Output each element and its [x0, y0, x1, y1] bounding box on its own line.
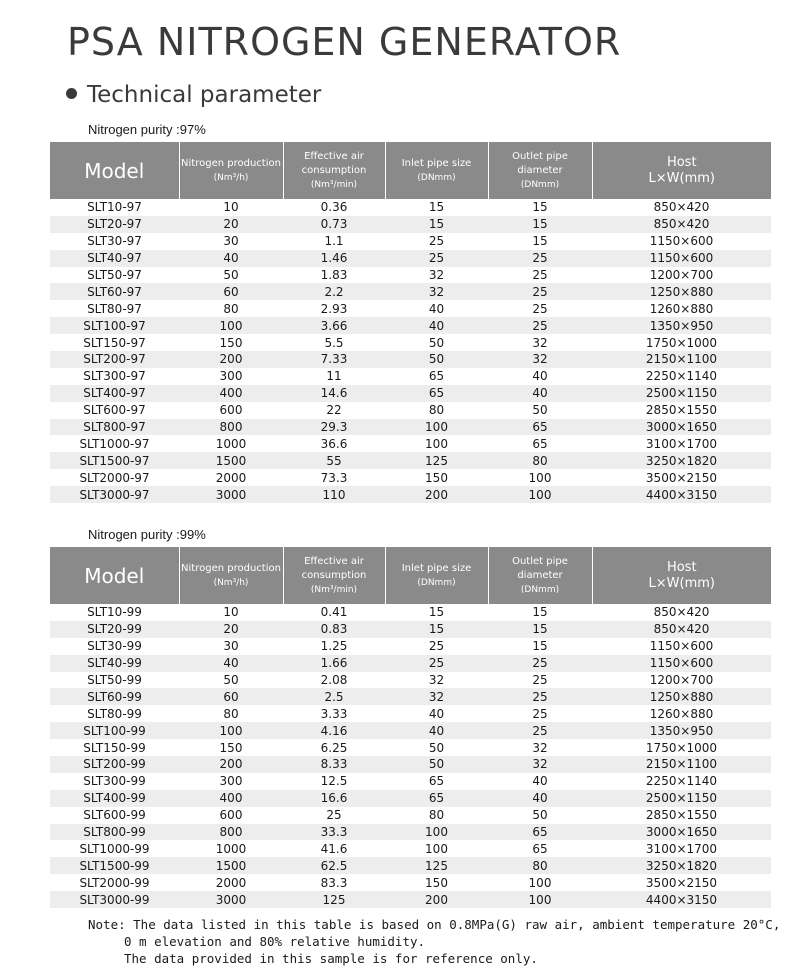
cell-production: 40	[179, 655, 283, 672]
cell-host: 2850×1550	[645, 403, 718, 418]
table-row	[50, 419, 771, 436]
cell-inlet: 32	[428, 268, 445, 282]
cell-production: 1000	[215, 841, 247, 856]
cell-production: 150	[219, 740, 243, 755]
cell-air: 83.3	[320, 875, 348, 890]
cell-host: 850×420	[592, 621, 771, 638]
table-row	[50, 722, 771, 739]
cell-outlet: 50	[532, 403, 548, 418]
cell-production: 40	[179, 250, 283, 267]
header-air	[283, 547, 385, 604]
cell-air: 2.2	[283, 283, 385, 300]
cell-air: 6.25	[320, 740, 348, 755]
header-inlet	[385, 142, 488, 199]
header-production-unit: (Nm³/h)	[213, 172, 249, 183]
table-row	[50, 216, 771, 233]
cell-inlet: 200	[385, 891, 488, 908]
cell-inlet: 80	[428, 808, 445, 823]
table-row	[50, 233, 771, 250]
cell-air: 1.66	[283, 655, 385, 672]
table-row	[50, 334, 771, 351]
cell-model: SLT20-99	[50, 621, 179, 638]
header-host-label: Host	[666, 154, 697, 170]
cell-inlet: 40	[428, 301, 445, 316]
cell-model: SLT800-97	[50, 419, 179, 436]
cell-production: 3000	[179, 486, 283, 503]
cell-production: 20	[179, 216, 283, 233]
cell-air: 25	[326, 808, 342, 823]
cell-inlet: 40	[385, 317, 488, 334]
cell-air: 73.3	[320, 470, 348, 485]
spec-table-97	[50, 142, 771, 503]
header-outlet-unit: (DNmm)	[520, 179, 560, 190]
cell-production: 600	[219, 403, 243, 418]
cell-outlet: 40	[532, 774, 548, 789]
section-heading	[66, 82, 321, 108]
cell-host: 1200×700	[649, 673, 714, 687]
header-inlet	[385, 547, 488, 604]
cell-host: 1250×880	[592, 283, 771, 300]
table-row	[50, 267, 771, 284]
table-row	[50, 824, 771, 841]
header-host-label: Host	[666, 559, 697, 575]
cell-air: 0.73	[283, 216, 385, 233]
cell-production: 100	[179, 722, 283, 739]
cell-model: SLT80-97	[87, 301, 142, 316]
cell-air: 1.1	[324, 234, 344, 249]
table-row	[50, 739, 771, 756]
cell-inlet: 150	[425, 470, 448, 485]
cell-host: 2500×1150	[592, 790, 771, 807]
cell-outlet: 100	[528, 875, 552, 890]
cell-inlet: 200	[385, 486, 488, 503]
cell-outlet: 25	[532, 268, 548, 282]
cell-host: 1150×600	[592, 250, 771, 267]
table-row	[50, 672, 771, 689]
cell-inlet: 50	[385, 351, 488, 368]
header-host-unit: L×W(mm)	[648, 170, 715, 186]
cell-host: 1260×880	[649, 706, 714, 721]
cell-air: 3.66	[283, 317, 385, 334]
cell-model: SLT1000-99	[79, 841, 150, 856]
cell-inlet: 50	[428, 335, 445, 350]
cell-model: SLT40-97	[50, 250, 179, 267]
header-production-unit: (Nm³/h)	[213, 577, 249, 588]
header-inlet-unit: (DNmm)	[417, 172, 456, 183]
table-row	[50, 874, 771, 891]
cell-inlet: 25	[428, 234, 445, 249]
cell-host: 2250×1140	[645, 369, 718, 384]
cell-model: SLT100-97	[50, 317, 179, 334]
cell-host: 3250×1820	[592, 857, 771, 874]
header-production	[179, 142, 283, 199]
cell-host: 1150×600	[592, 655, 771, 672]
cell-model: SLT2000-97	[79, 470, 150, 485]
cell-outlet: 32	[488, 351, 592, 368]
cell-production: 30	[223, 234, 239, 249]
cell-inlet: 15	[428, 200, 445, 215]
table-row	[50, 705, 771, 722]
cell-production: 1500	[179, 857, 283, 874]
cell-model: SLT30-99	[87, 639, 142, 654]
cell-host: 3000×1650	[592, 419, 771, 436]
cell-production: 80	[223, 301, 239, 316]
cell-air: 2.08	[320, 673, 348, 687]
cell-host: 2500×1150	[592, 385, 771, 402]
cell-air: 12.5	[320, 774, 348, 789]
table-row	[50, 486, 771, 503]
table-row	[50, 840, 771, 857]
cell-production: 400	[179, 790, 283, 807]
cell-host: 3500×2150	[645, 875, 718, 890]
cell-inlet: 65	[428, 774, 445, 789]
cell-air: 1.25	[320, 639, 348, 654]
cell-inlet: 32	[428, 673, 445, 687]
cell-model: SLT300-97	[83, 369, 146, 384]
table-row	[50, 807, 771, 824]
cell-host: 3000×1650	[592, 824, 771, 841]
table-row	[50, 317, 771, 334]
table-row	[50, 604, 771, 621]
cell-air: 36.6	[320, 436, 348, 451]
cell-model: SLT150-97	[83, 335, 146, 350]
cell-model: SLT300-99	[83, 774, 146, 789]
cell-air: 110	[283, 486, 385, 503]
table-row	[50, 402, 771, 419]
header-host	[592, 547, 771, 604]
cell-production: 10	[223, 605, 239, 620]
table-row	[50, 638, 771, 655]
cell-outlet: 25	[532, 673, 548, 687]
table-row	[50, 385, 771, 402]
cell-outlet: 25	[488, 688, 592, 705]
cell-outlet: 80	[488, 857, 592, 874]
header-production	[179, 547, 283, 604]
cell-host: 4400×3150	[592, 486, 771, 503]
cell-production: 2000	[215, 470, 247, 485]
cell-air: 22	[326, 403, 342, 418]
header-outlet	[488, 547, 592, 604]
cell-outlet: 50	[532, 808, 548, 823]
cell-inlet: 25	[385, 655, 488, 672]
cell-production: 80	[223, 706, 239, 721]
cell-model: SLT400-99	[50, 790, 179, 807]
cell-outlet: 15	[488, 621, 592, 638]
cell-outlet: 25	[488, 283, 592, 300]
cell-air: 62.5	[283, 857, 385, 874]
cell-host: 4400×3150	[592, 891, 771, 908]
cell-host: 1150×600	[649, 234, 714, 249]
header-host	[592, 142, 771, 199]
cell-inlet: 100	[425, 841, 448, 856]
header-air-unit: (Nm³/min)	[310, 179, 358, 190]
cell-air: 0.36	[320, 200, 348, 215]
bullet-icon	[66, 88, 77, 99]
cell-host: 3500×2150	[645, 470, 718, 485]
cell-outlet: 25	[488, 722, 592, 739]
cell-outlet: 100	[528, 470, 552, 485]
header-outlet-unit: (DNmm)	[520, 584, 560, 595]
table-row	[50, 452, 771, 469]
cell-model: SLT800-99	[50, 824, 179, 841]
cell-outlet: 32	[532, 335, 548, 350]
cell-host: 2250×1140	[645, 774, 718, 789]
cell-outlet: 40	[488, 385, 592, 402]
cell-production: 50	[223, 673, 239, 687]
cell-outlet: 25	[488, 250, 592, 267]
cell-air: 1.46	[283, 250, 385, 267]
cell-inlet: 150	[425, 875, 448, 890]
cell-host: 1150×600	[649, 639, 714, 654]
cell-production: 60	[179, 688, 283, 705]
cell-outlet: 15	[532, 639, 548, 654]
cell-air: 1.83	[320, 268, 348, 282]
table-row	[50, 435, 771, 452]
cell-production: 800	[179, 419, 283, 436]
cell-production: 1000	[215, 436, 247, 451]
table-row	[50, 688, 771, 705]
cell-model: SLT600-97	[83, 403, 146, 418]
cell-production: 300	[219, 369, 243, 384]
cell-outlet: 25	[532, 706, 548, 721]
table-row	[50, 283, 771, 300]
table-row	[50, 300, 771, 317]
cell-host: 1350×950	[592, 317, 771, 334]
cell-host: 2850×1550	[645, 808, 718, 823]
header-outlet-label: Outlet pipe diameter	[512, 555, 568, 581]
header-production-label: Nitrogen production	[181, 562, 281, 574]
cell-air: 0.83	[283, 621, 385, 638]
cell-air: 5.5	[324, 335, 344, 350]
header-production-label: Nitrogen production	[181, 157, 281, 169]
cell-outlet: 40	[532, 369, 548, 384]
cell-outlet: 40	[488, 790, 592, 807]
cell-model: SLT3000-97	[50, 486, 179, 503]
cell-model: SLT3000-99	[50, 891, 179, 908]
cell-model: SLT2000-99	[79, 875, 150, 890]
header-air-label: Effective air consumption	[301, 150, 367, 176]
header-air-label: Effective air consumption	[301, 555, 367, 581]
header-inlet-label: Inlet pipe size	[401, 157, 472, 169]
cell-production: 2000	[215, 875, 247, 890]
cell-air: 16.6	[283, 790, 385, 807]
cell-model: SLT200-99	[50, 756, 179, 773]
cell-outlet: 65	[532, 841, 548, 856]
cell-host: 1750×1000	[645, 335, 718, 350]
cell-outlet: 25	[532, 301, 548, 316]
footnote-line-2: 0 m elevation and 80% relative humidity.	[124, 934, 426, 949]
cell-air: 55	[283, 452, 385, 469]
cell-inlet: 100	[385, 419, 488, 436]
cell-inlet: 15	[385, 621, 488, 638]
cell-model: SLT50-97	[87, 268, 142, 282]
cell-production: 10	[223, 200, 239, 215]
cell-inlet: 65	[428, 369, 445, 384]
cell-model: SLT10-97	[87, 200, 142, 215]
cell-model: SLT150-99	[83, 740, 146, 755]
cell-inlet: 65	[385, 790, 488, 807]
cell-host: 2150×1100	[592, 756, 771, 773]
cell-outlet: 100	[488, 891, 592, 908]
cell-model: SLT60-99	[50, 688, 179, 705]
cell-model: SLT1000-97	[79, 436, 150, 451]
cell-production: 200	[179, 756, 283, 773]
table-row	[50, 250, 771, 267]
cell-production: 50	[223, 268, 239, 282]
footnote-line-3: The data provided in this sample is for reference only.	[124, 951, 538, 966]
cell-outlet: 80	[488, 452, 592, 469]
cell-inlet: 125	[385, 452, 488, 469]
cell-host: 3100×1700	[645, 841, 718, 856]
cell-model: SLT10-99	[87, 605, 142, 620]
cell-model: SLT30-97	[87, 234, 142, 249]
table-row	[50, 891, 771, 908]
cell-outlet: 15	[532, 200, 548, 215]
cell-inlet: 25	[428, 639, 445, 654]
purity-label-97: Nitrogen purity :97%	[88, 122, 206, 137]
cell-outlet: 15	[532, 605, 548, 620]
cell-inlet: 15	[428, 605, 445, 620]
header-inlet-unit: (DNmm)	[417, 577, 456, 588]
cell-air: 29.3	[283, 419, 385, 436]
cell-outlet: 15	[488, 216, 592, 233]
cell-production: 30	[223, 639, 239, 654]
cell-inlet: 32	[385, 283, 488, 300]
header-model: Model	[50, 142, 179, 199]
cell-air: 125	[283, 891, 385, 908]
table-row	[50, 199, 771, 216]
cell-host: 1250×880	[592, 688, 771, 705]
purity-label-99: Nitrogen purity :99%	[88, 527, 206, 542]
cell-inlet: 80	[428, 403, 445, 418]
cell-model: SLT50-99	[87, 673, 142, 687]
table-row	[50, 756, 771, 773]
cell-inlet: 100	[385, 824, 488, 841]
cell-outlet: 25	[488, 655, 592, 672]
table-row	[50, 655, 771, 672]
cell-outlet: 100	[488, 486, 592, 503]
table-row	[50, 368, 771, 385]
cell-host: 1200×700	[649, 268, 714, 282]
cell-production: 3000	[179, 891, 283, 908]
cell-air: 7.33	[283, 351, 385, 368]
cell-model: SLT80-99	[87, 706, 142, 721]
header-inlet-label: Inlet pipe size	[401, 562, 472, 574]
header-model: Model	[50, 547, 179, 604]
table-row	[50, 773, 771, 790]
cell-air: 0.41	[320, 605, 348, 620]
cell-host: 2150×1100	[592, 351, 771, 368]
cell-air: 14.6	[283, 385, 385, 402]
cell-air: 2.93	[320, 301, 348, 316]
footnote-line-1: Note: The data listed in this table is based on 0.8MPa(G) raw air, ambient temperature 20°C,	[88, 917, 781, 932]
header-air	[283, 142, 385, 199]
header-outlet	[488, 142, 592, 199]
table-row	[50, 790, 771, 807]
cell-air: 2.5	[283, 688, 385, 705]
cell-production: 60	[179, 283, 283, 300]
header-outlet-label: Outlet pipe diameter	[512, 150, 568, 176]
cell-model: SLT1500-97	[50, 452, 179, 469]
header-air-unit: (Nm³/min)	[310, 584, 358, 595]
cell-air: 4.16	[283, 722, 385, 739]
cell-inlet: 125	[385, 857, 488, 874]
cell-outlet: 65	[488, 824, 592, 841]
cell-inlet: 15	[385, 216, 488, 233]
cell-production: 1500	[179, 452, 283, 469]
table-row	[50, 469, 771, 486]
cell-inlet: 50	[385, 756, 488, 773]
cell-model: SLT600-99	[83, 808, 146, 823]
cell-outlet: 65	[532, 436, 548, 451]
cell-outlet: 32	[488, 756, 592, 773]
cell-inlet: 25	[385, 250, 488, 267]
cell-model: SLT40-99	[50, 655, 179, 672]
page-title: PSA NITROGEN GENERATOR	[67, 20, 622, 64]
cell-production: 200	[179, 351, 283, 368]
cell-host: 850×420	[653, 605, 710, 620]
cell-air: 11	[326, 369, 342, 384]
cell-host: 850×420	[653, 200, 710, 215]
cell-inlet: 40	[428, 706, 445, 721]
cell-air: 33.3	[283, 824, 385, 841]
cell-model: SLT20-97	[50, 216, 179, 233]
cell-production: 400	[179, 385, 283, 402]
cell-production: 800	[179, 824, 283, 841]
table-row	[50, 621, 771, 638]
cell-host: 850×420	[592, 216, 771, 233]
cell-inlet: 32	[385, 688, 488, 705]
cell-model: SLT100-99	[50, 722, 179, 739]
footnote	[88, 916, 780, 967]
cell-air: 41.6	[320, 841, 348, 856]
cell-inlet: 65	[385, 385, 488, 402]
cell-production: 20	[179, 621, 283, 638]
cell-inlet: 40	[385, 722, 488, 739]
cell-host: 3100×1700	[645, 436, 718, 451]
cell-outlet: 32	[532, 740, 548, 755]
cell-outlet: 25	[488, 317, 592, 334]
cell-outlet: 65	[488, 419, 592, 436]
cell-model: SLT60-97	[50, 283, 179, 300]
cell-model: SLT400-97	[50, 385, 179, 402]
cell-host: 1350×950	[592, 722, 771, 739]
cell-outlet: 15	[532, 234, 548, 249]
cell-production: 600	[219, 808, 243, 823]
cell-production: 150	[219, 335, 243, 350]
cell-air: 3.33	[320, 706, 348, 721]
cell-host: 1260×880	[649, 301, 714, 316]
cell-model: SLT1500-99	[50, 857, 179, 874]
header-host-unit: L×W(mm)	[648, 575, 715, 591]
cell-host: 3250×1820	[592, 452, 771, 469]
cell-inlet: 100	[425, 436, 448, 451]
cell-production: 300	[219, 774, 243, 789]
table-row	[50, 857, 771, 874]
cell-model: SLT200-97	[50, 351, 179, 368]
cell-inlet: 50	[428, 740, 445, 755]
cell-production: 100	[179, 317, 283, 334]
cell-air: 8.33	[283, 756, 385, 773]
table-row	[50, 351, 771, 368]
section-heading-label: Technical parameter	[87, 82, 322, 108]
spec-table-99	[50, 547, 771, 908]
cell-host: 1750×1000	[645, 740, 718, 755]
